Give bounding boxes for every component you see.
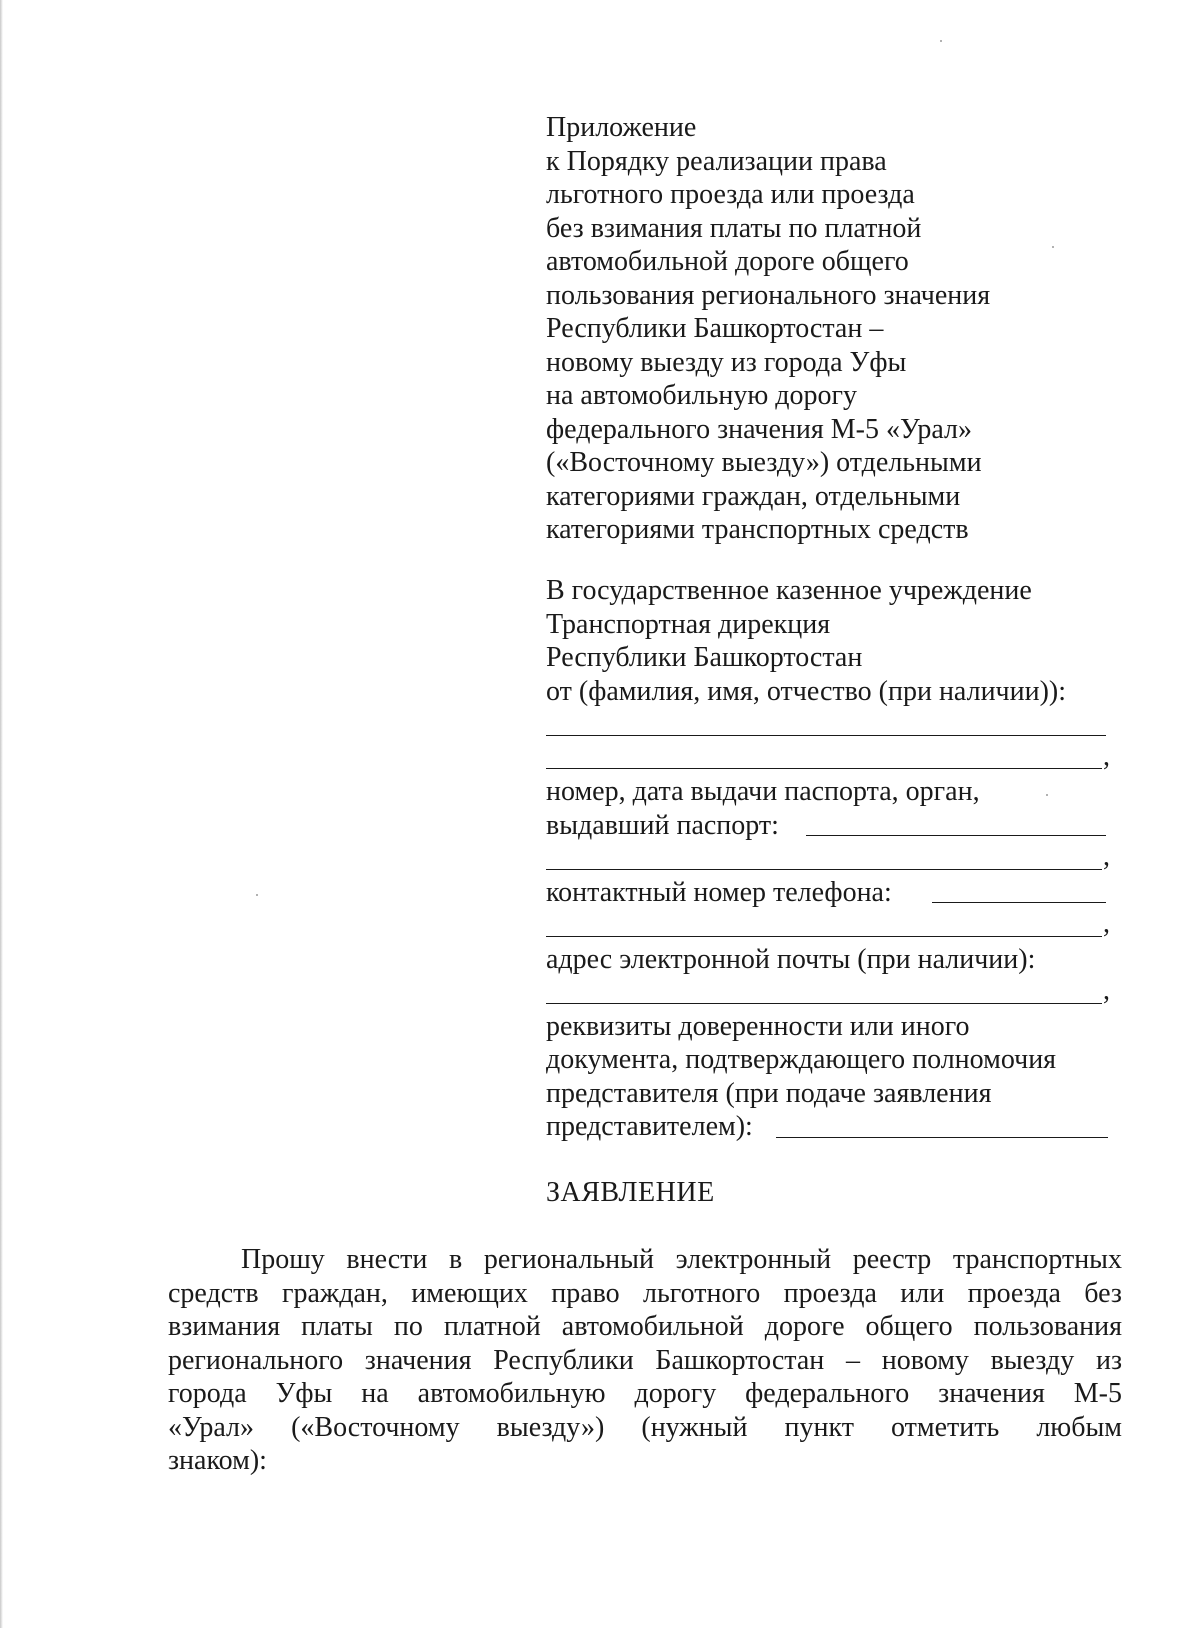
email-label: адрес электронной почты (при наличии): bbox=[546, 943, 1036, 975]
scan-speck bbox=[256, 894, 258, 896]
appendix-line: федерального значения М-5 «Урал» bbox=[546, 413, 973, 445]
scan-speck bbox=[1052, 246, 1054, 248]
fullname-blank-row[interactable] bbox=[546, 742, 1146, 776]
email-blank-row[interactable] bbox=[546, 976, 1146, 1010]
addressee-line: Транспортная дирекция bbox=[546, 608, 831, 640]
phone-blank-row[interactable] bbox=[546, 909, 1146, 943]
appendix-line: пользования регионального значения bbox=[546, 279, 991, 311]
email-blank-line[interactable] bbox=[546, 1003, 1102, 1004]
passport-label: номер, дата выдачи паспорта, орган, bbox=[546, 776, 980, 807]
scan-edge bbox=[0, 0, 3, 1628]
appendix-line: льготного проезда или проезда bbox=[546, 179, 915, 210]
proxy-blank-line[interactable] bbox=[776, 1137, 1108, 1138]
statement-body bbox=[168, 1243, 1122, 1478]
appendix-line: автомобильной дороге общего bbox=[546, 246, 909, 277]
comma: , bbox=[1103, 908, 1110, 939]
comma: , bbox=[1103, 975, 1110, 1006]
appendix-header bbox=[546, 111, 1146, 547]
proxy-label: документа, подтверждающего полномочия bbox=[546, 1044, 1057, 1075]
passport-row bbox=[546, 809, 1146, 843]
body-line: «Урал» («Восточному выезду») (нужный пункт отметить любым bbox=[168, 1411, 1122, 1443]
phone-label: контактный номер телефона: bbox=[546, 876, 892, 908]
phone-row bbox=[546, 876, 1146, 910]
body-line: знаком): bbox=[168, 1445, 267, 1476]
appendix-line: категориями транспортных средств bbox=[546, 514, 969, 545]
addressee-line: Республики Башкортостан bbox=[546, 642, 863, 673]
phone-blank-line[interactable] bbox=[932, 902, 1106, 903]
passport-blank-row[interactable] bbox=[546, 842, 1146, 876]
addressee-line: от (фамилия, имя, отчество (при наличии)): bbox=[546, 675, 1067, 707]
scan-speck bbox=[1046, 794, 1048, 796]
body-line: взимания платы по платной автомобильной дороге общего пользования bbox=[168, 1311, 1122, 1342]
appendix-line: («Восточному выезду») отдельными bbox=[546, 447, 982, 478]
addressee-block bbox=[546, 574, 1146, 1144]
passport-blank-line[interactable] bbox=[806, 835, 1106, 836]
comma: , bbox=[1103, 740, 1110, 772]
passport-label-2: выдавший паспорт: bbox=[546, 809, 779, 841]
appendix-line: новому выезду из города Уфы bbox=[546, 346, 907, 378]
proxy-row bbox=[546, 1110, 1146, 1144]
appendix-line: к Порядку реализации права bbox=[546, 145, 887, 177]
comma: , bbox=[1103, 841, 1110, 872]
appendix-line: категориями граждан, отдельными bbox=[546, 480, 961, 512]
fullname-blank-row[interactable] bbox=[546, 708, 1146, 742]
body-line: средств граждан, имеющих право льготного проезда или проезда без bbox=[168, 1277, 1122, 1309]
phone-blank-line-2[interactable] bbox=[546, 936, 1102, 937]
body-line: Прошу внести в региональный электронный реестр транспортных bbox=[241, 1244, 1122, 1275]
addressee-line: В государственное казенное учреждение bbox=[546, 575, 1032, 606]
body-line: города Уфы на автомобильную дорогу федерального значения М-5 bbox=[168, 1378, 1122, 1409]
proxy-label: представителя (при подаче заявления bbox=[546, 1077, 992, 1109]
scan-speck bbox=[940, 40, 942, 42]
appendix-line: на автомобильную дорогу bbox=[546, 380, 858, 411]
statement-title: ЗАЯВЛЕНИЕ bbox=[546, 1177, 715, 1208]
fullname-blank-line[interactable] bbox=[546, 768, 1102, 769]
proxy-label: представителем): bbox=[546, 1111, 753, 1142]
appendix-line: Приложение bbox=[546, 112, 697, 143]
fullname-blank-line[interactable] bbox=[546, 735, 1106, 736]
passport-blank-line-2[interactable] bbox=[546, 869, 1102, 870]
proxy-label: реквизиты доверенности или иного bbox=[546, 1010, 970, 1042]
appendix-line: без взимания платы по платной bbox=[546, 212, 922, 244]
appendix-line: Республики Башкортостан – bbox=[546, 313, 884, 344]
body-line: регионального значения Республики Башкортостан – новому выезду из bbox=[168, 1344, 1122, 1376]
